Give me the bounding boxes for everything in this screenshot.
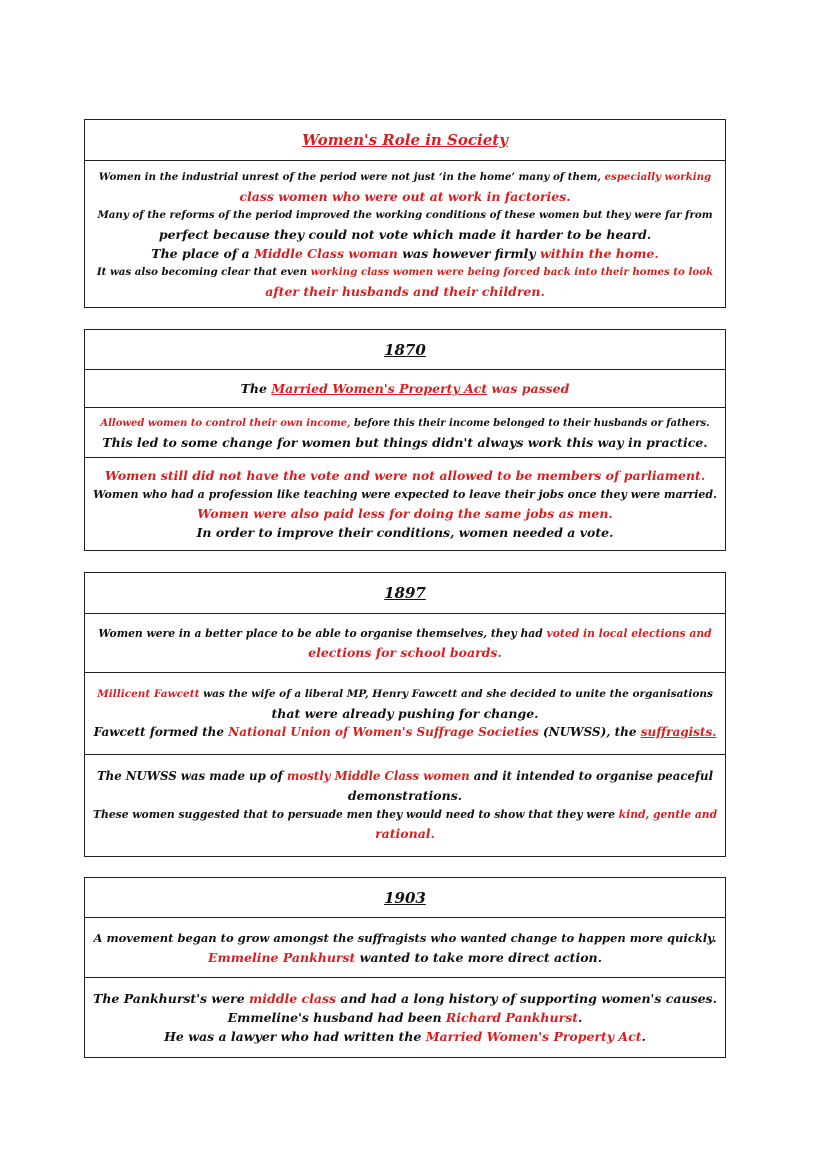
body-text: A movement began to grow amongst the suffragists who wanted change to happen more quickly. xyxy=(93,930,717,945)
highlight-text: Richard Pankhurst xyxy=(445,1009,579,1025)
text-line xyxy=(93,1027,717,1046)
section-1897 xyxy=(84,572,726,857)
section-womens-role xyxy=(84,119,726,308)
text-line xyxy=(93,685,717,704)
section-title-row xyxy=(85,878,725,917)
body-text: Fawcett formed the xyxy=(93,725,229,739)
text-line xyxy=(93,504,717,523)
body-text: He was a lawyer who had written the xyxy=(164,1028,426,1044)
text-block xyxy=(85,369,725,407)
body-text: The NUWSS was made up of xyxy=(96,769,287,783)
highlight-text: within the home. xyxy=(540,245,659,261)
highlight-text: Women still did not have the vote and were not allowed to be members of parliament. xyxy=(104,467,706,483)
text-block xyxy=(85,754,725,855)
highlight-text: rational. xyxy=(375,826,435,841)
body-text: perfect because they could not vote which made it harder to be heard. xyxy=(158,226,652,242)
highlight-text: suffragists. xyxy=(640,725,717,739)
text-block xyxy=(85,457,725,549)
text-line xyxy=(93,1008,717,1027)
section-title: 1870 xyxy=(384,340,426,359)
highlight-text: especially working xyxy=(604,170,712,183)
text-line xyxy=(93,643,717,662)
text-block xyxy=(85,672,725,754)
body-text: before this their income belonged to their husbands or fathers. xyxy=(350,417,710,429)
body-text: and it intended to organise peaceful xyxy=(469,769,714,783)
highlight-text: Women were also paid less for doing the same jobs as men. xyxy=(197,505,613,521)
body-text: Women who had a profession like teaching were expected to leave their jobs once they were married. xyxy=(93,487,717,501)
body-text: In order to improve their conditions, women needed a vote. xyxy=(196,524,614,540)
body-text: was the wife of a liberal MP, Henry Fawcett and she decided to unite the organisations xyxy=(199,688,713,700)
body-text: . xyxy=(641,1028,646,1044)
section-title-row xyxy=(85,573,725,613)
text-line xyxy=(93,805,717,824)
highlight-text: National Union of Women's Suffrage Societies xyxy=(228,725,539,739)
body-text: Many of the reforms of the period improved the working conditions of these women but they were far from xyxy=(97,208,713,221)
text-block xyxy=(85,917,725,977)
text-line xyxy=(93,187,717,206)
body-text: Women in the industrial unrest of the period were not just ‘in the home’ many of them, xyxy=(98,170,605,183)
text-line xyxy=(93,466,717,485)
highlight-text: Allowed women to control their own income, xyxy=(100,417,351,429)
body-text: These women suggested that to persuade men they would need to show that they were xyxy=(93,808,619,821)
text-line xyxy=(93,929,717,948)
text-line xyxy=(93,704,717,723)
highlight-text: working class women were being forced back into their homes to look xyxy=(310,265,714,278)
text-line xyxy=(93,767,717,786)
text-line xyxy=(93,282,717,301)
body-text: The Pankhurst's were xyxy=(93,990,250,1006)
text-line xyxy=(93,989,717,1008)
text-line xyxy=(93,168,717,187)
body-text: . xyxy=(578,1009,583,1025)
section-1903 xyxy=(84,877,726,1058)
text-block xyxy=(85,407,725,457)
body-text: wanted to take more direct action. xyxy=(355,949,602,965)
highlight-text: Married Women's Property Act xyxy=(425,1028,642,1044)
section-1870 xyxy=(84,329,726,551)
section-title: 1897 xyxy=(384,584,426,602)
text-line xyxy=(93,485,717,504)
highlight-text: voted in local elections and xyxy=(546,627,712,640)
section-title-row xyxy=(85,120,725,160)
text-line xyxy=(93,523,717,542)
text-line xyxy=(93,786,717,805)
text-line xyxy=(93,624,717,643)
highlight-text: kind, gentle and xyxy=(618,808,718,821)
text-block xyxy=(85,977,725,1056)
highlight-text: Middle Class woman xyxy=(254,245,398,261)
text-line xyxy=(93,206,717,225)
text-line xyxy=(93,379,717,398)
text-line xyxy=(93,433,717,452)
highlight-text: elections for school boards. xyxy=(308,645,502,660)
highlight-text: Emmeline Pankhurst xyxy=(208,949,356,965)
text-line xyxy=(93,723,717,742)
text-block xyxy=(85,160,725,307)
body-text: (NUWSS), the xyxy=(538,725,641,739)
body-text: The place of a xyxy=(151,245,254,261)
body-text: It was also becoming clear that even xyxy=(96,265,311,278)
body-text: and had a long history of supporting women's causes. xyxy=(336,990,717,1006)
body-text: This led to some change for women but things didn't always work this way in practice. xyxy=(102,434,708,450)
body-text: was however firmly xyxy=(397,245,541,261)
section-title-row xyxy=(85,330,725,369)
body-text: The xyxy=(240,381,272,396)
text-line xyxy=(93,244,717,263)
text-line xyxy=(93,225,717,244)
body-text: demonstrations. xyxy=(347,788,463,803)
text-line xyxy=(93,414,717,433)
highlight-text: Married Women's Property Act xyxy=(271,381,488,396)
text-line xyxy=(93,263,717,282)
section-title: 1903 xyxy=(384,888,426,907)
highlight-text: was passed xyxy=(487,381,570,396)
highlight-text: after their husbands and their children. xyxy=(265,283,545,299)
section-title: Women's Role in Society xyxy=(302,131,508,149)
highlight-text: class women who were out at work in factories. xyxy=(239,188,571,204)
highlight-text: mostly Middle Class women xyxy=(286,769,470,783)
body-text: that were already pushing for change. xyxy=(271,706,539,721)
text-block xyxy=(85,613,725,672)
body-text: Emmeline's husband had been xyxy=(227,1009,446,1025)
highlight-text: Millicent Fawcett xyxy=(97,688,200,700)
text-line xyxy=(93,948,717,967)
text-line xyxy=(93,824,717,843)
highlight-text: middle class xyxy=(249,990,337,1006)
body-text: Women were in a better place to be able to organise themselves, they had xyxy=(98,627,547,640)
